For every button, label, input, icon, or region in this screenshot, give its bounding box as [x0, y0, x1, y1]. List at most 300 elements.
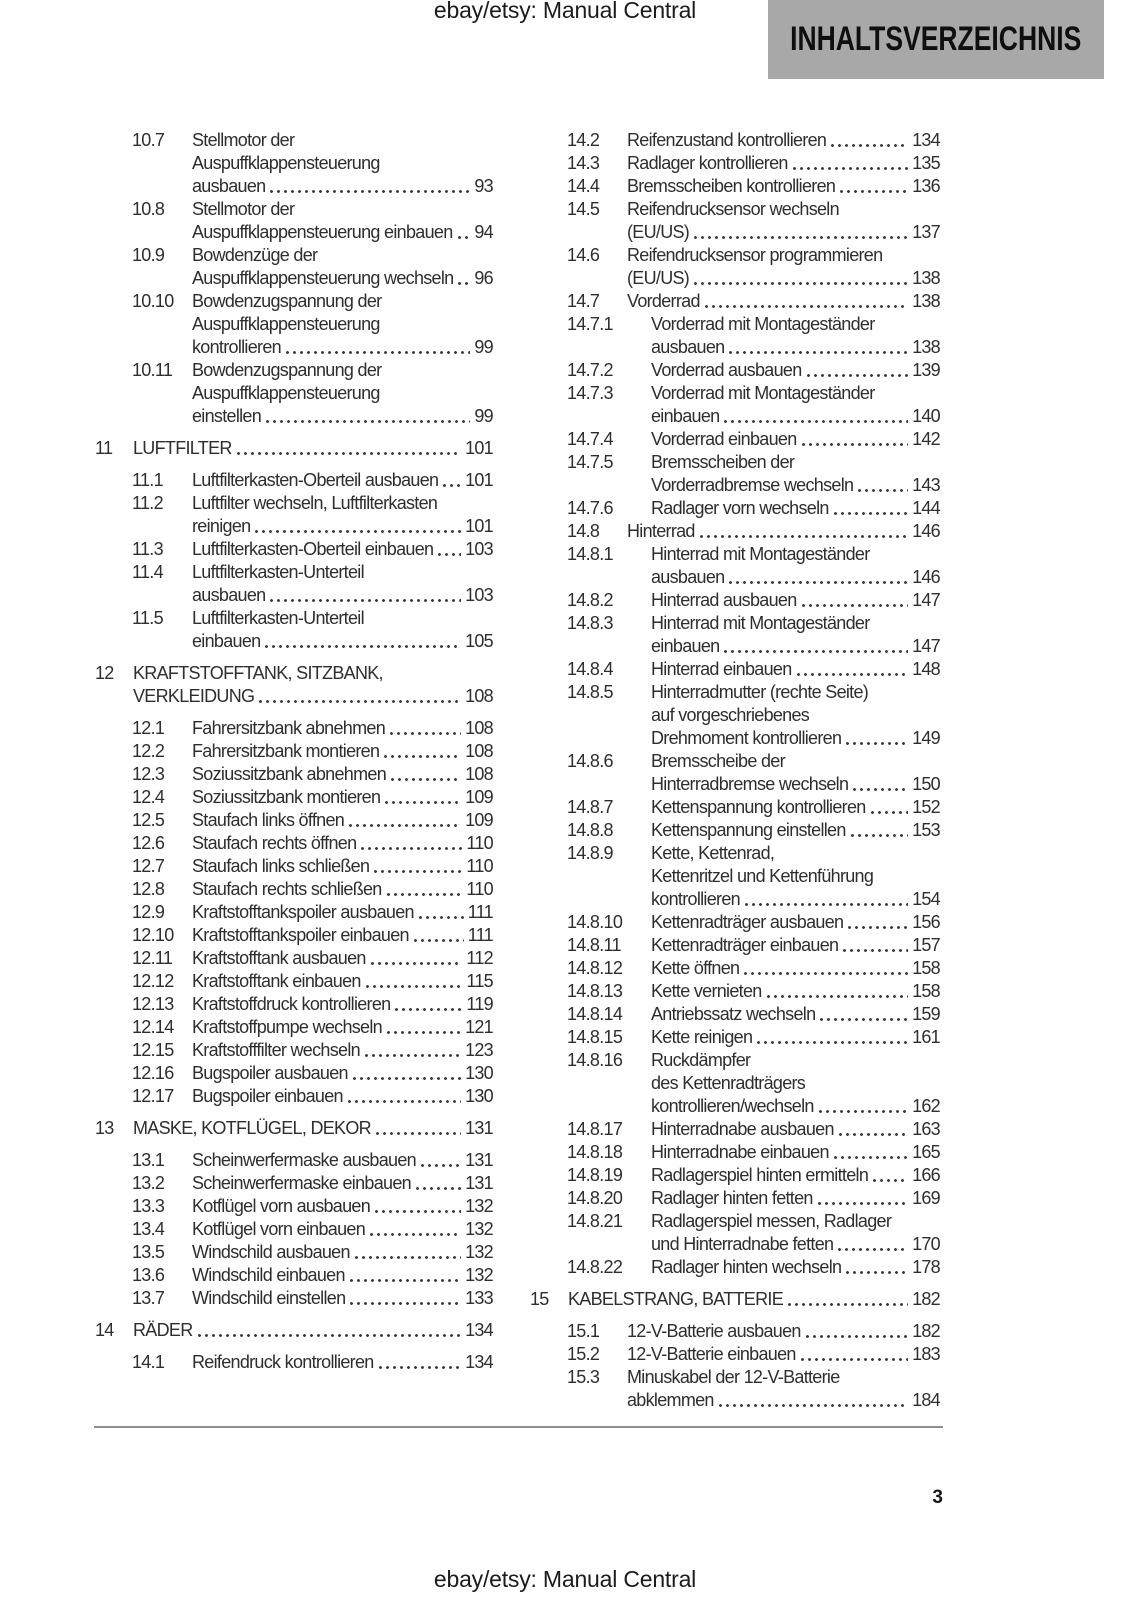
entry-page-number: 108 [465, 718, 493, 738]
entry-number: 13.5 [132, 1242, 165, 1262]
entry-page-number: 152 [912, 797, 940, 817]
toc-entry [528, 520, 940, 543]
entry-last-line [651, 1095, 940, 1118]
entry-page-number: 110 [466, 833, 493, 853]
entry-title-line: Scheinwerfermaske einbauen [192, 1173, 411, 1193]
dot-leader [766, 994, 908, 999]
entry-title-line: Hinterrad [627, 521, 695, 541]
entry-title-line: MASKE, KOTFLÜGEL, DEKOR [133, 1118, 371, 1138]
entry-title-line: Staufach links schließen [192, 856, 370, 876]
entry-last-line [192, 901, 493, 924]
dot-leader [264, 644, 461, 649]
dot-leader [373, 869, 462, 874]
entry-number: 12.13 [132, 994, 174, 1014]
dot-leader [269, 598, 461, 603]
toc-entry [528, 152, 940, 175]
toc-entry [93, 947, 493, 970]
entry-content [651, 1256, 940, 1279]
entry-page-number: 162 [912, 1096, 940, 1116]
dot-leader [801, 603, 909, 608]
entry-page-number: 135 [912, 153, 940, 173]
entry-content [651, 911, 940, 934]
entry-page-number: 121 [465, 1017, 493, 1037]
entry-content [192, 198, 493, 244]
entry-content [192, 1172, 493, 1195]
title-box [768, 0, 1104, 79]
entry-last-line [651, 1026, 940, 1049]
entry-last-line [651, 1003, 940, 1026]
entry-title-line: Bowdenzugspannung der [192, 291, 382, 311]
entry-number: 14.8.2 [567, 590, 613, 610]
entry-last-line [192, 1062, 493, 1085]
dot-leader [383, 754, 461, 759]
entry-number: 15.2 [567, 1344, 600, 1364]
entry-content [651, 1049, 940, 1118]
entry-page-number: 123 [465, 1040, 493, 1060]
dot-leader [833, 1155, 908, 1160]
entry-title-line: einstellen [192, 406, 262, 426]
toc-entry [528, 658, 940, 681]
entry-page-number: 137 [912, 222, 940, 242]
toc-entry [528, 1164, 940, 1187]
entry-last-line [192, 584, 493, 607]
entry-last-line [192, 717, 493, 740]
entry-title-line: Auspuffklappensteuerung [192, 383, 380, 403]
dot-leader [693, 281, 908, 286]
entry-page-number: 163 [912, 1119, 940, 1139]
entry-title-line: Hinterrad einbauen [651, 659, 792, 679]
entry-page-number: 103 [465, 539, 493, 559]
entry-page-number: 115 [466, 971, 493, 991]
entry-number: 12.5 [132, 810, 165, 830]
entry-page-number: 134 [465, 1320, 493, 1340]
entry-number: 14.7.4 [567, 429, 613, 449]
entry-last-line [651, 980, 940, 1003]
entry-title-line: Radlagerspiel hinten ermitteln [651, 1165, 869, 1185]
entry-last-line [192, 1287, 493, 1310]
entry-number: 14.8.21 [567, 1211, 623, 1231]
entry-page-number: 147 [912, 590, 940, 610]
entry-last-line [192, 947, 493, 970]
entry-number: 12.10 [132, 925, 174, 945]
toc-entry [93, 993, 493, 1016]
toc-entry [93, 1195, 493, 1218]
entry-content [651, 1141, 940, 1164]
entry-last-line [651, 888, 940, 911]
entry-title-line: ausbauen [192, 176, 266, 196]
entry-title-line: Kotflügel vorn einbauen [192, 1219, 366, 1239]
dot-leader [236, 451, 461, 456]
entry-title-line: Bremsscheiben der [651, 452, 795, 472]
entry-title-line: Vorderrad ausbauen [651, 360, 802, 380]
toc-entry [93, 717, 493, 740]
dot-leader [386, 1030, 461, 1035]
entry-title-line: Radlager vorn wechseln [651, 498, 829, 518]
entry-last-line [627, 129, 940, 152]
dot-leader [796, 672, 909, 677]
entry-page-number: 184 [912, 1390, 940, 1410]
entry-last-line [651, 1118, 940, 1141]
entry-last-line [192, 855, 493, 878]
toc-entry [93, 561, 493, 607]
entry-number: 12.4 [132, 787, 165, 807]
dot-leader [806, 373, 909, 378]
toc-entry [528, 244, 940, 290]
entry-page-number: 132 [465, 1265, 493, 1285]
entry-title-line: Auspuffklappensteuerung wechseln [192, 268, 454, 288]
watermark-bottom: ebay/etsy: Manual Central [433, 1566, 697, 1592]
entry-title-line: kontrollieren/wechseln [651, 1096, 814, 1116]
entry-number: 12.16 [132, 1063, 174, 1083]
entry-last-line [192, 878, 493, 901]
dot-leader [845, 741, 908, 746]
entry-title-line: Antriebssatz wechseln [651, 1004, 816, 1024]
entry-number: 14.8.8 [567, 820, 613, 840]
dot-leader [389, 731, 461, 736]
entry-number: 13.6 [132, 1265, 165, 1285]
dot-leader [728, 580, 908, 585]
entry-number: 10.9 [132, 245, 165, 265]
entry-title-line: kontrollieren [651, 889, 740, 909]
entry-last-line [627, 1389, 940, 1412]
entry-page-number: 131 [465, 1173, 493, 1193]
entry-content [651, 543, 940, 589]
toc-entry [93, 198, 493, 244]
entry-last-line [627, 267, 940, 290]
entry-last-line [192, 763, 493, 786]
entry-title-line: Luftfilterkasten-Oberteil ausbauen [192, 470, 439, 490]
entry-title-line: Vorderrad mit Montageständer [651, 383, 875, 403]
entry-page-number: 156 [912, 912, 940, 932]
dot-leader [723, 649, 908, 654]
entry-last-line [651, 635, 940, 658]
entry-page-number: 165 [912, 1142, 940, 1162]
toc-entry [93, 1218, 493, 1241]
entry-number: 12.7 [132, 856, 165, 876]
entry-last-line [651, 934, 940, 957]
entry-number: 10.7 [132, 130, 165, 150]
entry-title-line: Kettenradträger einbauen [651, 935, 839, 955]
dot-leader [354, 1255, 461, 1260]
entry-last-line [192, 1172, 493, 1195]
entry-last-line [651, 1164, 940, 1187]
entry-last-line [192, 1195, 493, 1218]
entry-last-line [568, 1288, 940, 1311]
entry-content [651, 497, 940, 520]
entry-title-line: kontrollieren [192, 337, 281, 357]
entry-page-number: 109 [465, 787, 493, 807]
dot-leader [374, 1209, 461, 1214]
entry-page-number: 96 [474, 268, 493, 288]
entry-content [133, 662, 493, 708]
entry-content [133, 1117, 493, 1140]
entry-number: 14.7.3 [567, 383, 613, 403]
entry-page-number: 138 [912, 291, 940, 311]
entry-number: 14.5 [567, 199, 600, 219]
entry-title-line: Auspuffklappensteuerung [192, 314, 380, 334]
entry-page-number: 132 [465, 1242, 493, 1262]
dot-leader [285, 350, 470, 355]
entry-page-number: 170 [912, 1234, 940, 1254]
entry-title-line: 12-V-Batterie ausbauen [627, 1321, 801, 1341]
entry-number: 12.14 [132, 1017, 174, 1037]
entry-title-line: einbauen [192, 631, 261, 651]
entry-title-line: KABELSTRANG, BATTERIE [568, 1289, 784, 1309]
toc-entry [93, 878, 493, 901]
entry-number: 12.3 [132, 764, 165, 784]
toc-entry [528, 382, 940, 428]
toc-entry [93, 1172, 493, 1195]
entry-title-line: Kette vernieten [651, 981, 762, 1001]
entry-number: 11.4 [132, 562, 163, 582]
entry-title-line: des Kettenradträgers [651, 1073, 806, 1093]
toc-entry [93, 607, 493, 653]
entry-content [192, 1264, 493, 1287]
entry-content [627, 198, 940, 244]
entry-number: 13.4 [132, 1219, 165, 1239]
toc-entry [93, 1264, 493, 1287]
entry-page-number: 130 [465, 1086, 493, 1106]
entry-page-number: 108 [465, 741, 493, 761]
entry-last-line [627, 290, 940, 313]
entry-last-line [627, 520, 940, 543]
entry-title-line: Vorderrad [627, 291, 700, 311]
entry-last-line [192, 515, 493, 538]
entry-page-number: 99 [474, 406, 493, 426]
entry-last-line [627, 152, 940, 175]
toc-entry [528, 1118, 940, 1141]
entry-page-number: 140 [912, 406, 940, 426]
entry-page-number: 143 [912, 475, 940, 495]
dot-leader [413, 938, 464, 943]
entry-page-number: 111 [467, 902, 493, 922]
entry-number: 12.6 [132, 833, 165, 853]
entry-content [192, 1062, 493, 1085]
entry-number: 10.8 [132, 199, 165, 219]
entry-page-number: 101 [465, 438, 493, 458]
entry-last-line [133, 1117, 493, 1140]
dot-leader [369, 1232, 461, 1237]
entry-title-line: Ruckdämpfer [651, 1050, 751, 1070]
toc-chapter-entry [93, 1117, 493, 1140]
entry-content [192, 469, 493, 492]
entry-title-line: Bremsscheibe der [651, 751, 785, 771]
entry-page-number: 132 [465, 1196, 493, 1216]
entry-content [651, 359, 940, 382]
toc-entry [528, 1141, 940, 1164]
entry-page-number: 150 [912, 774, 940, 794]
dot-leader [833, 511, 908, 516]
dot-leader [390, 777, 461, 782]
entry-number: 14.8.5 [567, 682, 613, 702]
dot-leader [348, 823, 461, 828]
toc-entry [528, 934, 940, 957]
entry-title-line: ausbauen [651, 567, 725, 587]
entry-last-line [651, 1256, 940, 1279]
entry-last-line [133, 1319, 493, 1342]
entry-content [192, 1195, 493, 1218]
entry-number: 15.1 [567, 1321, 600, 1341]
dot-leader [850, 833, 908, 838]
entry-number: 14.3 [567, 153, 600, 173]
dot-leader [723, 419, 908, 424]
dot-leader [744, 902, 908, 907]
entry-number: 14.8.20 [567, 1188, 623, 1208]
entry-number: 14 [95, 1320, 114, 1340]
entry-number: 13.3 [132, 1196, 165, 1216]
entry-content [651, 1187, 940, 1210]
toc-entry [93, 492, 493, 538]
entry-title-line: Soziussitzbank abnehmen [192, 764, 387, 784]
dot-leader [857, 488, 908, 493]
entry-title-line: Hinterrad mit Montageständer [651, 544, 870, 564]
entry-content [192, 947, 493, 970]
toc-chapter-entry [528, 1288, 940, 1311]
entry-title-line: VERKLEIDUNG [133, 686, 255, 706]
entry-title-line: Radlager hinten wechseln [651, 1257, 842, 1277]
entry-title-line: Kettenspannung kontrollieren [651, 797, 866, 817]
dot-leader [839, 189, 908, 194]
entry-title-line: Stellmotor der [192, 130, 295, 150]
entry-last-line [651, 405, 940, 428]
entry-content [192, 786, 493, 809]
entry-number: 14.8.4 [567, 659, 613, 679]
entry-title-line: Luftfilter wechseln, Luftfilterkasten [192, 493, 438, 513]
entry-content [192, 244, 493, 290]
toc-entry [528, 290, 940, 313]
entry-content [627, 520, 940, 543]
entry-content [651, 382, 940, 428]
dot-leader [693, 235, 908, 240]
entry-last-line [651, 428, 940, 451]
entry-page-number: 169 [912, 1188, 940, 1208]
entry-last-line [651, 1141, 940, 1164]
entry-content [192, 1241, 493, 1264]
entry-title-line: Reifenzustand kontrollieren [627, 130, 827, 150]
entry-title-line: Minuskabel der 12-V-Batterie [627, 1367, 840, 1387]
dot-leader [365, 984, 463, 989]
entry-content [651, 1210, 940, 1256]
entry-content [651, 681, 940, 750]
entry-title-line: Hinterradnabe einbauen [651, 1142, 829, 1162]
entry-last-line [192, 993, 493, 1016]
toc-entry [93, 359, 493, 428]
toc-entry [528, 198, 940, 244]
entry-title-line: reinigen [192, 516, 251, 536]
page-title: INHALTSVERZEICHNIS [790, 20, 1082, 58]
entry-content [651, 934, 940, 957]
dot-leader [743, 971, 908, 976]
entry-title-line: Reifendrucksensor programmieren [627, 245, 883, 265]
entry-title-line: Hinterrad ausbauen [651, 590, 797, 610]
entry-page-number: 131 [465, 1150, 493, 1170]
entry-title-line: Kraftstofffilter wechseln [192, 1040, 360, 1060]
entry-last-line [627, 175, 940, 198]
toc-entry [528, 681, 940, 750]
entry-title-line: Radlagerspiel messen, Radlager [651, 1211, 892, 1231]
entry-last-line [192, 786, 493, 809]
entry-content [192, 290, 493, 359]
toc-entry [93, 1016, 493, 1039]
dot-leader [360, 846, 462, 851]
toc-entry [528, 1256, 940, 1279]
entry-page-number: 109 [465, 810, 493, 830]
entry-title-line: Radlager kontrollieren [627, 153, 788, 173]
entry-page-number: 142 [912, 429, 940, 449]
dot-leader [787, 1302, 908, 1307]
entry-title-line: Auspuffklappensteuerung einbauen [192, 222, 453, 242]
entry-content [651, 1003, 940, 1026]
dot-leader [258, 699, 461, 704]
entry-last-line [192, 538, 493, 561]
entry-last-line [192, 740, 493, 763]
entry-title-line: abklemmen [627, 1390, 714, 1410]
entry-title-line: und Hinterradnabe fetten [651, 1234, 834, 1254]
entry-page-number: 110 [466, 879, 493, 899]
dot-leader [415, 1186, 461, 1191]
entry-page-number: 138 [912, 268, 940, 288]
entry-content [627, 1343, 940, 1366]
entry-content [192, 901, 493, 924]
dot-leader [728, 350, 908, 355]
entry-number: 14.8.9 [567, 843, 613, 863]
toc-entry [528, 1320, 940, 1343]
toc-entry [528, 359, 940, 382]
dot-leader [378, 1365, 461, 1370]
entry-number: 13.2 [132, 1173, 165, 1193]
dot-leader [442, 483, 461, 488]
entry-content [192, 878, 493, 901]
entry-content [192, 717, 493, 740]
entry-page-number: 136 [912, 176, 940, 196]
dot-leader [838, 1132, 908, 1137]
toc-entry [93, 1039, 493, 1062]
entry-content [651, 658, 940, 681]
entry-page-number: 111 [467, 925, 493, 945]
entry-number: 14.7 [567, 291, 600, 311]
dot-leader [457, 235, 471, 240]
entry-number: 12.1 [132, 718, 165, 738]
entry-page-number: 108 [465, 686, 493, 706]
toc-entry [93, 832, 493, 855]
entry-page-number: 158 [912, 981, 940, 1001]
entry-number: 14.7.2 [567, 360, 613, 380]
entry-title-line: Drehmoment kontrollieren [651, 728, 842, 748]
entry-number: 14.6 [567, 245, 600, 265]
toc-entry [528, 428, 940, 451]
entry-title-line: Luftfilterkasten-Unterteil [192, 562, 364, 582]
entry-page-number: 139 [912, 360, 940, 380]
entry-page-number: 133 [465, 1288, 493, 1308]
entry-content [192, 1016, 493, 1039]
entry-content [192, 359, 493, 428]
toc-entry [93, 1062, 493, 1085]
entry-title-line: Windschild ausbauen [192, 1242, 350, 1262]
entry-number: 14.4 [567, 176, 600, 196]
dot-leader [352, 1076, 461, 1081]
entry-number: 11.5 [132, 608, 163, 628]
entry-content [651, 428, 940, 451]
entry-title-line: Kette, Kettenrad, [651, 843, 775, 863]
entry-number: 14.8.1 [567, 544, 613, 564]
entry-number: 10.11 [132, 360, 173, 380]
entry-page-number: 99 [474, 337, 493, 357]
entry-title-line: auf vorgeschriebenes [651, 705, 810, 725]
entry-title-line: Hinterradnabe ausbauen [651, 1119, 834, 1139]
entry-content [651, 796, 940, 819]
entry-last-line [192, 630, 493, 653]
entry-content [627, 290, 940, 313]
